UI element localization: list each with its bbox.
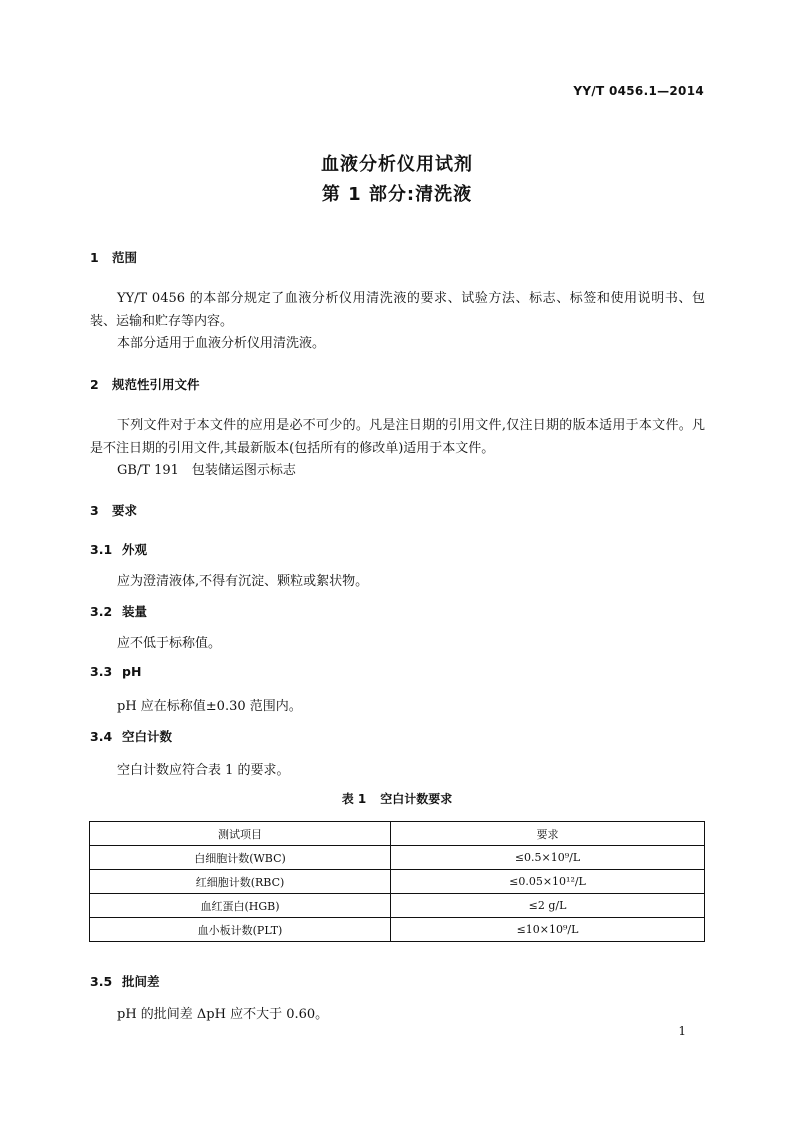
- section-title: 规范性引用文件: [112, 377, 200, 392]
- section-title: 外观: [122, 542, 148, 557]
- page-number: 1: [678, 1024, 686, 1038]
- section-number: 2: [90, 377, 99, 392]
- standard-number: YY/T 0456.1—2014: [573, 84, 704, 98]
- table-cell-item: 白细胞计数(WBC): [90, 846, 391, 870]
- table-cell-requirement: ≤0.05×10¹²/L: [391, 870, 705, 894]
- doc-title: 血液分析仪用试剂: [321, 154, 473, 175]
- section-number: 3.3: [90, 664, 113, 679]
- table-cell-item: 红细胞计数(RBC): [90, 870, 391, 894]
- table-row: [90, 918, 705, 942]
- table-cell-requirement: ≤2 g/L: [391, 894, 705, 918]
- section-title: 要求: [112, 503, 138, 518]
- section-1-paragraph: YY/T 0456 的本部分规定了血液分析仪用清洗液的要求、试验方法、标志、标签和使用说明书、包装、运输和贮存等内容。: [90, 291, 705, 329]
- section-number: 3.1: [90, 542, 113, 557]
- section-title: 范围: [112, 250, 138, 265]
- section-number: 1: [90, 250, 99, 265]
- table-cell-item: 血小板计数(PLT): [90, 918, 391, 942]
- table-cell-requirement: ≤10×10⁹/L: [391, 918, 705, 942]
- table-cell-item: 血红蛋白(HGB): [90, 894, 391, 918]
- section-title: pH: [122, 664, 142, 679]
- section-3-5-text: pH 的批间差 ΔpH 应不大于 0.60。: [117, 1007, 329, 1022]
- table-header-row: [90, 822, 705, 846]
- column-header-item: 测试项目: [90, 822, 391, 846]
- section-2-paragraph: 下列文件对于本文件的应用是必不可少的。凡是注日期的引用文件,仅注日期的版本适用于本文件。凡是不注日期的引用文件,其最新版本(包括所有的修改单)适用于本文件。: [90, 418, 705, 456]
- section-title: 空白计数: [122, 729, 173, 744]
- section-3-4-text: 空白计数应符合表 1 的要求。: [117, 763, 290, 778]
- section-3-1-text: 应为澄清液体,不得有沉淀、颗粒或絮状物。: [117, 574, 369, 589]
- section-number: 3.2: [90, 604, 113, 619]
- section-number: 3.4: [90, 729, 113, 744]
- section-1-heading: [90, 248, 137, 266]
- table-row: [90, 846, 705, 870]
- section-3-heading: [90, 501, 137, 519]
- blank-count-table: [89, 821, 705, 942]
- section-1-scope-line: 本部分适用于血液分析仪用清洗液。: [117, 336, 326, 351]
- section-number: 3.5: [90, 974, 113, 989]
- section-3-2-heading: [90, 602, 147, 620]
- section-3-1-heading: [90, 540, 147, 558]
- doc-subtitle: 第 1 部分:清洗液: [321, 184, 473, 205]
- table-caption-title: 空白计数要求: [380, 792, 453, 806]
- section-2-heading: [90, 375, 200, 393]
- section-3-3-text: pH 应在标称值±0.30 范围内。: [117, 699, 302, 714]
- table-row: [90, 894, 705, 918]
- section-number: 3: [90, 503, 99, 518]
- section-title: 批间差: [122, 974, 160, 989]
- section-3-3-heading: [90, 664, 141, 679]
- section-3-4-heading: [90, 727, 172, 745]
- table-caption-label: 表 1: [341, 792, 367, 806]
- section-2-reference: GB/T 191 包装储运图示标志: [117, 463, 296, 478]
- table-caption: [0, 790, 794, 807]
- section-title: 装量: [122, 604, 148, 619]
- column-header-requirement: 要求: [391, 822, 705, 846]
- section-3-5-heading: [90, 972, 160, 990]
- section-3-2-text: 应不低于标称值。: [117, 636, 222, 651]
- table-row: [90, 870, 705, 894]
- table-cell-requirement: ≤0.5×10⁹/L: [391, 846, 705, 870]
